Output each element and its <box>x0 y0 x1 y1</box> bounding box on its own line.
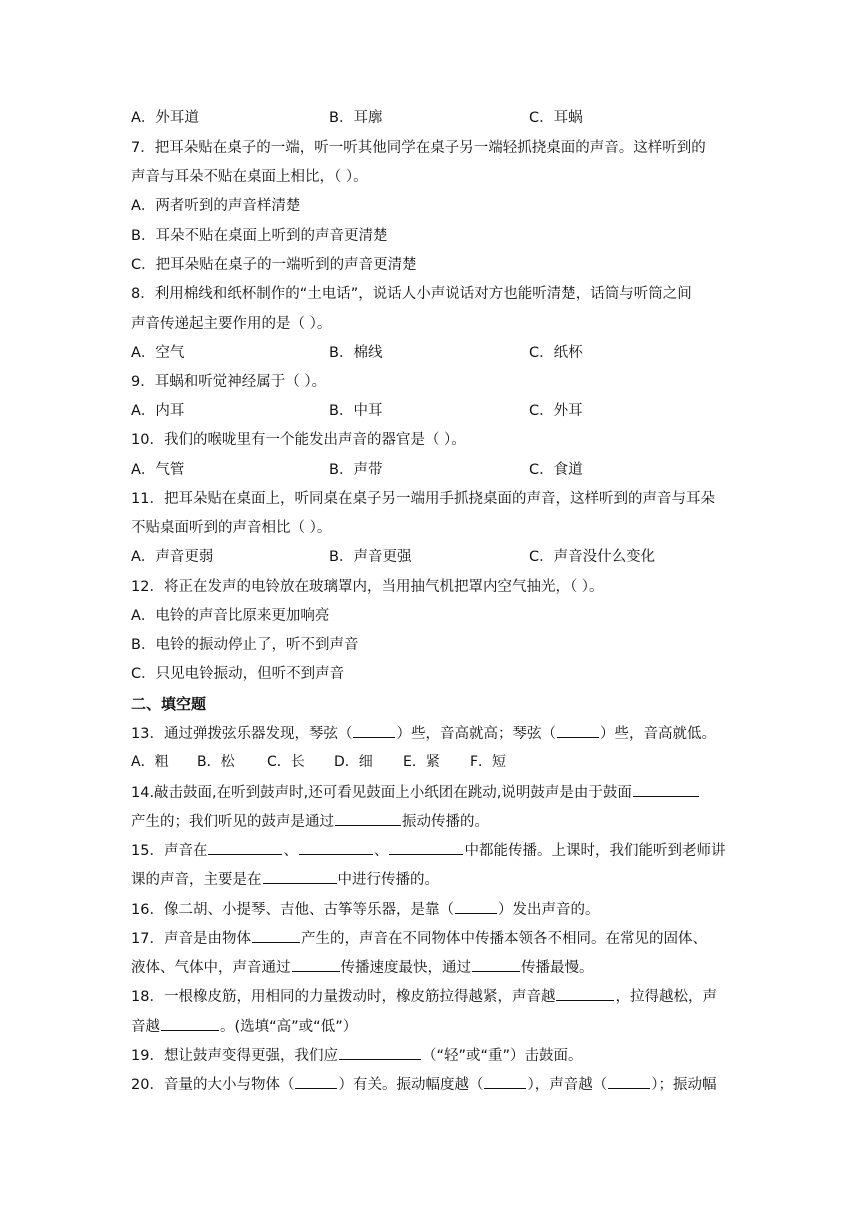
q12-text: 12．将正在发声的电铃放在玻璃罩内，当用抽气机把罩内空气抽光，（ ）。 <box>131 579 604 595</box>
q20-blank-1[interactable] <box>295 1074 337 1089</box>
q19-blank-1[interactable] <box>339 1045 421 1060</box>
q13-option-c: C．长 <box>267 754 305 770</box>
q13-option-d: D．细 <box>334 754 373 770</box>
q18-text-line2 <box>131 1016 357 1037</box>
q15-text-part6: 中进行传播的。 <box>337 872 439 888</box>
q11-text-line2: 不贴桌面听到的声音相比（ ）。 <box>131 520 332 536</box>
q15-text-line2 <box>131 869 439 890</box>
q20-blank-3[interactable] <box>608 1074 650 1089</box>
q17-text-part1: 17．声音是由物体 <box>131 931 251 947</box>
q17-text-part3: 液体、气体中，声音通过 <box>131 960 291 976</box>
q6-option-c: C．耳蜗 <box>529 110 583 126</box>
q13-text-part1: 13．通过弹拨弦乐器发现，琴弦（ <box>131 726 353 742</box>
q17-text-part4: 传播速度最快，通过 <box>340 960 471 976</box>
q10-option-a: A．气管 <box>131 462 185 478</box>
q15-blank-1[interactable] <box>208 840 282 855</box>
q16-text-part2: ）发出声音的。 <box>497 902 600 918</box>
q13-option-f: F．短 <box>470 754 507 770</box>
q8-option-a: A．空气 <box>131 345 185 361</box>
q19-text <box>131 1045 583 1066</box>
q10-option-c: C．食道 <box>529 462 583 478</box>
q18-text-part1: 18．一根橡皮筋，用相同的力量拨动时，橡皮筋拉得越紧，声音越 <box>131 989 556 1005</box>
q14-text-part2: 产生的；我们听见的鼓声是通过 <box>131 814 334 830</box>
q20-text <box>131 1074 716 1095</box>
q20-text-part3: ），声音越（ <box>527 1077 608 1093</box>
q13-blank-1[interactable] <box>353 723 395 738</box>
q15-blank-4[interactable] <box>263 869 337 884</box>
q13-option-a: A．粗 <box>131 754 169 770</box>
q16-blank-1[interactable] <box>455 899 497 914</box>
q17-blank-3[interactable] <box>472 957 520 972</box>
q9-option-a: A．内耳 <box>131 403 185 419</box>
q8-text-line1: 8．利用棉线和纸杯制作的“土电话”，说话人小声说话对方也能听清楚，话筒与听筒之间 <box>131 286 692 302</box>
q9-option-c: C．外耳 <box>529 403 583 419</box>
q15-blank-3[interactable] <box>389 840 463 855</box>
q16-text-part1: 16．像二胡、小提琴、吉他、古筝等乐器，是靠（ <box>131 902 454 918</box>
q11-option-a: A．声音更弱 <box>131 549 214 565</box>
q12-option-b: B．电铃的振动停止了，听不到声音 <box>131 637 359 653</box>
q6-option-b: B．耳廓 <box>329 110 383 126</box>
q12-option-a: A．电铃的声音比原来更加响亮 <box>131 608 330 624</box>
section-heading-fill-in: 二、填空题 <box>131 695 207 713</box>
q15-text-part3: 、 <box>373 843 389 859</box>
q18-text-line1 <box>131 986 717 1007</box>
q11-option-b: B．声音更强 <box>329 549 412 565</box>
q14-text-part1: 14.敲击鼓面,在听到鼓声时,还可看见鼓面上小纸团在跳动,说明鼓声是由于鼓面 <box>131 785 632 801</box>
q20-text-part2: ）有关。振动幅度越（ <box>338 1077 484 1093</box>
q13-text-part3: ）些，音高就低。 <box>599 726 716 742</box>
q14-blank-2[interactable] <box>335 811 401 826</box>
q17-blank-2[interactable] <box>292 957 340 972</box>
q20-text-part1: 20．音量的大小与物体（ <box>131 1077 295 1093</box>
q8-text-line2: 声音传递起主要作用的是（ ）。 <box>131 316 332 332</box>
q11-text-line1: 11．把耳朵贴在桌面上，听同桌在桌子另一端用手抓挠桌面的声音，这样听到的声音与耳朵 <box>131 491 715 507</box>
q7-option-a: A．两者听到的声音样清楚 <box>131 198 301 214</box>
q7-text-line1: 7．把耳朵贴在桌子的一端，听一听其他同学在桌子另一端轻抓挠桌面的声音。这样听到的 <box>131 140 706 156</box>
q18-blank-2[interactable] <box>161 1016 219 1031</box>
q14-text-part3: 振动传播的。 <box>402 814 489 830</box>
q10-text: 10．我们的喉咙里有一个能发出声音的器官是（ ）。 <box>131 432 466 448</box>
q15-text-part4: 中都能传播。上课时，我们能听到老师讲 <box>464 843 726 859</box>
q9-option-b: B．中耳 <box>329 403 383 419</box>
q17-blank-1[interactable] <box>252 928 300 943</box>
q11-option-c: C．声音没什么变化 <box>529 549 656 565</box>
q14-text-line2 <box>131 811 489 832</box>
q15-text-line1 <box>131 840 725 861</box>
q6-option-a: A．外耳道 <box>131 110 199 126</box>
q19-text-part2: （“轻”或“重”）击鼓面。 <box>421 1048 583 1064</box>
q17-text-part2: 产生的，声音在不同物体中传播本领各不相同。在常见的固体、 <box>300 931 707 947</box>
q14-text-line1 <box>131 782 700 803</box>
q16-text <box>131 899 599 920</box>
q10-option-b: B．声带 <box>329 462 383 478</box>
q9-text: 9．耳蜗和听觉神经属于（ ）。 <box>131 374 327 390</box>
q13-option-e: E．紧 <box>403 754 440 770</box>
q18-blank-1[interactable] <box>556 986 614 1001</box>
q17-text-line2 <box>131 957 594 978</box>
q20-blank-2[interactable] <box>484 1074 526 1089</box>
q18-text-part4: 。(选填“高”或“低”） <box>220 1019 358 1035</box>
q8-option-c: C．纸杯 <box>529 345 583 361</box>
q17-text-part5: 传播最慢。 <box>521 960 594 976</box>
q7-option-c: C．把耳朵贴在桌子的一端听到的声音更清楚 <box>131 257 417 273</box>
q20-text-part4: ）；振动幅 <box>651 1077 717 1093</box>
q13-text <box>131 723 716 744</box>
q15-text-part5: 课的声音，主要是在 <box>131 872 262 888</box>
q19-text-part1: 19．想让鼓声变得更强，我们应 <box>131 1048 338 1064</box>
q18-text-part2: ，拉得越松，声 <box>615 989 717 1005</box>
q13-blank-2[interactable] <box>557 723 599 738</box>
q7-text-line2: 声音与耳朵不贴在桌面上相比，（ ）。 <box>131 169 368 185</box>
q15-text-part2: 、 <box>283 843 298 859</box>
q13-option-b: B．松 <box>197 754 235 770</box>
q15-blank-2[interactable] <box>299 840 373 855</box>
q12-option-c: C．只见电铃振动，但听不到声音 <box>131 666 345 682</box>
q18-text-part3: 音越 <box>131 1019 160 1035</box>
q17-text-line1 <box>131 928 707 949</box>
q8-option-b: B．棉线 <box>329 345 383 361</box>
q15-text-part1: 15．声音在 <box>131 843 208 859</box>
q14-blank-1[interactable] <box>633 782 699 797</box>
q13-text-part2: ）些，音高就高；琴弦（ <box>396 726 556 742</box>
q7-option-b: B．耳朵不贴在桌面上听到的声音更清楚 <box>131 228 388 244</box>
